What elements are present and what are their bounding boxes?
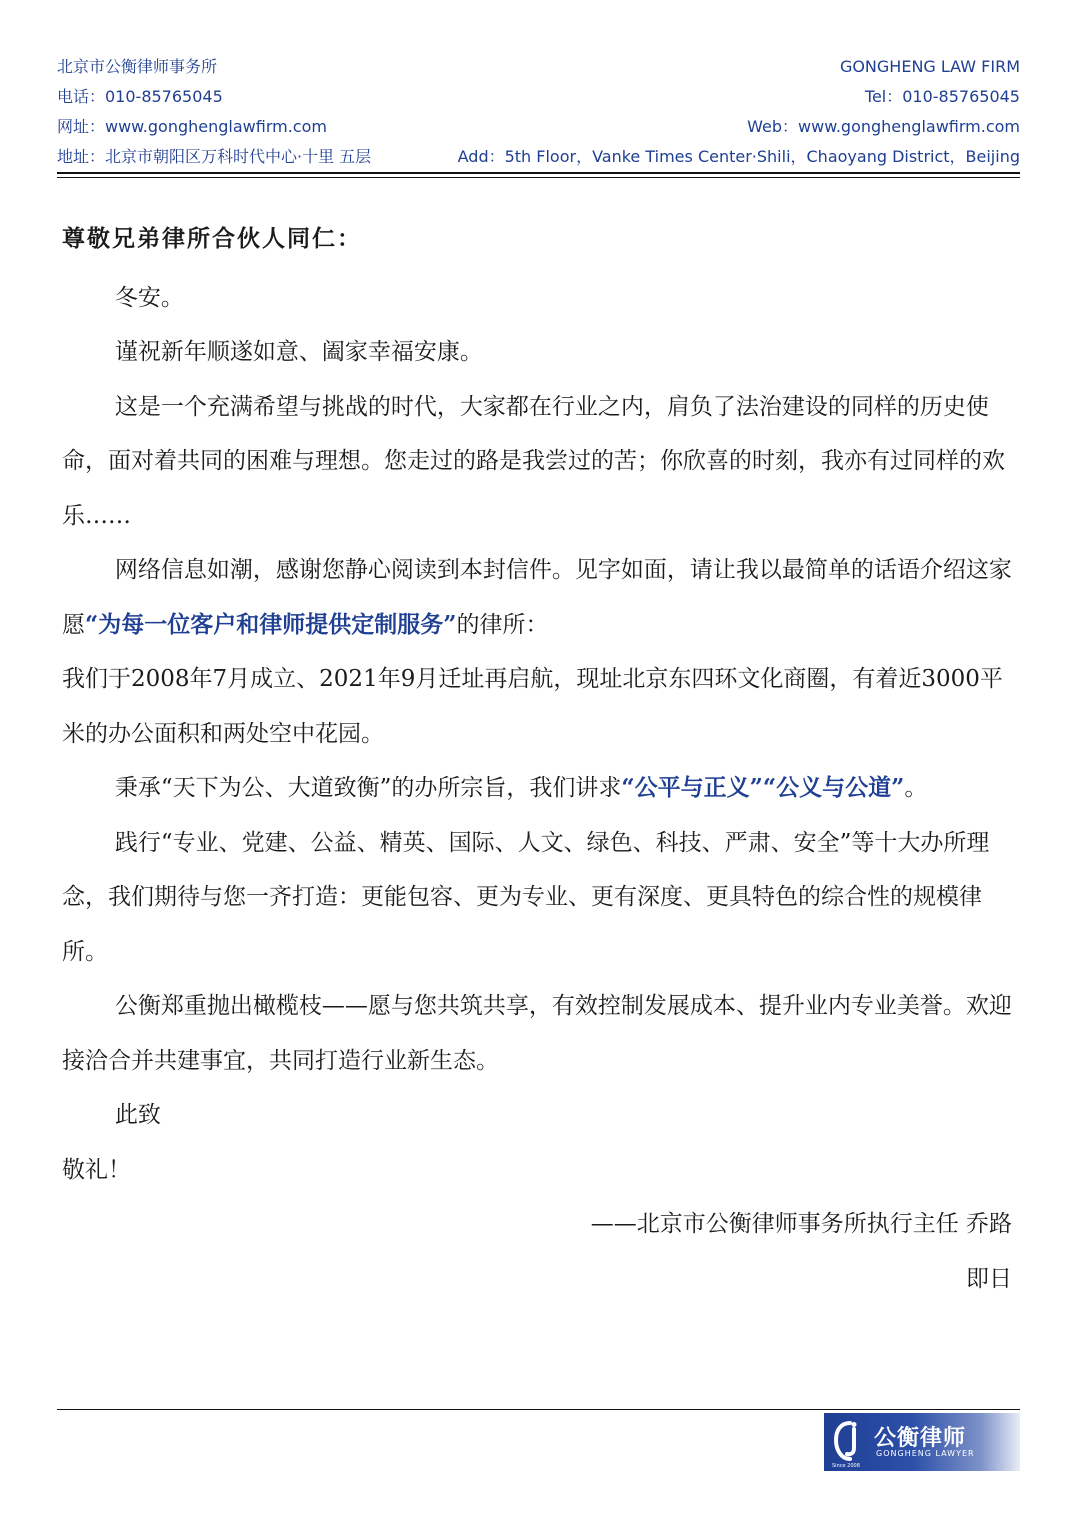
- letterhead-english: [458, 52, 1020, 172]
- address-en: Add：5th Floor，Vanke Times Center·Shili，Chaoyang District，Beijing: [457, 147, 1020, 166]
- salutation: 尊敬兄弟律所合伙人同仁：: [62, 225, 362, 252]
- letter-body: [62, 212, 1012, 1306]
- logo-mark-icon: [832, 1420, 868, 1464]
- paragraph-wishes: 谨祝新年顺遂如意、阖家幸福安康。: [114, 339, 483, 365]
- paragraph-values: 践行“专业、党建、公益、精英、国际、人文、绿色、科技、严肃、安全”等十大办所理念，我们期待与您一齐打造：更能包容、更为专业、更有深度、更具特色的综合性的规模律所。: [62, 829, 990, 965]
- phone-cn: 电话：010-85765045: [57, 87, 223, 106]
- paragraph-invitation: 公衡郑重抛出橄榄枝——愿与您共筑共享，有效控制发展成本、提升业内专业美誉。欢迎接洽合并共建事宜，共同打造行业新生态。: [62, 993, 1012, 1074]
- letterhead: [57, 52, 1020, 174]
- phone-en: Tel：010-85765045: [864, 87, 1020, 106]
- logo-text-en: GONGHENG LAWYER: [876, 1449, 975, 1458]
- paragraph-mission: [62, 761, 1012, 816]
- mission-highlight-1: “公平与正义”: [621, 774, 763, 801]
- paragraph-greeting: 冬安。: [114, 284, 184, 311]
- mission-highlight-2: “公义与公道”: [762, 774, 905, 801]
- firm-logo: [824, 1413, 1020, 1471]
- logo-text-cn: 公衡律师: [874, 1426, 967, 1451]
- paragraph-era: 这是一个充满希望与挑战的时代，大家都在行业之内，肩负了法治建设的同样的历史使命，面对着共同的困难与理想。您走过的路是我尝过的苦；你欣喜的时刻，我亦有过同样的欢乐……: [62, 393, 1005, 529]
- address-cn: 地址：北京市朝阳区万科时代中心·十里 五层: [57, 147, 372, 166]
- letterhead-chinese: [57, 52, 371, 172]
- mission-text-end: 。: [904, 775, 928, 801]
- header-divider-thin: [57, 177, 1020, 178]
- intro-highlight: “为每一位客户和律师提供定制服务”: [85, 610, 457, 638]
- header-divider: [57, 172, 1020, 174]
- signature: ——北京市公衡律师事务所执行主任 乔路: [590, 1211, 1012, 1237]
- paragraph-history: 我们于2008年7月成立、2021年9月迁址再启航，现址北京东四环文化商圈，有着近3000平米的办公面积和两处空中花园。: [62, 666, 1003, 747]
- firm-name-en: GONGHENG LAW FIRM: [839, 57, 1020, 76]
- website-en: Web：www.gonghenglawfirm.com: [747, 117, 1020, 136]
- firm-name-cn: 北京市公衡律师事务所: [57, 57, 218, 76]
- mission-text: 秉承“天下为公、大道致衡”的办所宗旨，我们讲求: [114, 775, 622, 801]
- footer-divider: [57, 1409, 1020, 1410]
- intro-text-end: 的律所：: [456, 611, 549, 638]
- intro-text: 网络信息如潮，感谢您静心阅读到本封信件。见字如面，请让我以最简单的话语介绍这家愿: [62, 557, 1012, 638]
- letter-date: 即日: [966, 1265, 1012, 1292]
- logo-since: Since 2008: [832, 1463, 860, 1469]
- closing-regards: 此致: [114, 1102, 161, 1128]
- paragraph-intro: [62, 543, 1012, 652]
- website-cn: 网址：www.gonghenglawfirm.com: [57, 117, 327, 136]
- closing-salute: 敬礼！: [62, 1156, 131, 1183]
